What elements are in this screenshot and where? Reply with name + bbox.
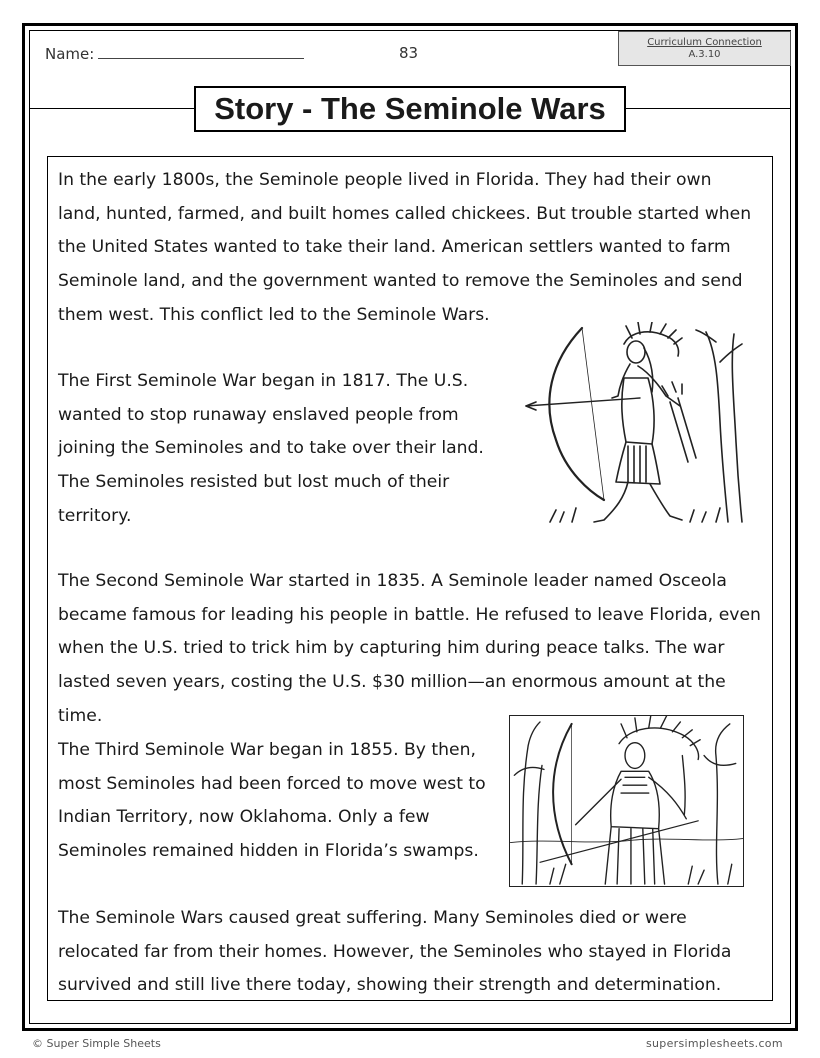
page-number: 83: [399, 44, 419, 62]
name-label: Name:: [45, 45, 95, 63]
paragraph-third-war: The Third Seminole War began in 1855. By then, most Seminoles had been forced to move west to Indian Territory, now Oklahoma. Only a few Seminoles remained hidden in Florida’s swamps.: [58, 740, 486, 862]
chief-illustration: [510, 716, 743, 886]
curriculum-code: A.3.10: [688, 49, 721, 60]
header-rule-right: [626, 108, 791, 109]
curriculum-connection-box: [618, 31, 791, 66]
footer-copyright: © Super Simple Sheets: [32, 1037, 161, 1050]
footer-website[interactable]: supersimplesheets.com: [646, 1037, 783, 1050]
chief-illustration-frame: [509, 715, 744, 887]
page-title: Story - The Seminole Wars: [194, 86, 626, 132]
name-blank-line[interactable]: [98, 44, 304, 59]
archer-illustration: [520, 322, 748, 530]
paragraph-first-war: The First Seminole War began in 1817. The U.S. wanted to stop runaway enslaved people from joining the Seminoles and to take over their land. The Seminoles resisted but lost much of their territory.: [58, 371, 484, 526]
paragraph-intro: In the early 1800s, the Seminole people lived in Florida. They had their own land, hunted, farmed, and built homes called chickees. But trouble started when the United States wanted to take their land. American settlers wanted to farm Seminole land, and the government wanted to remove the Seminoles and send them west. This conflict led to the Seminole Wars.: [58, 170, 752, 325]
paragraph-second-war: The Second Seminole War started in 1835. A Seminole leader named Osceola became famous for leading his people in battle. He refused to leave Florida, even when the U.S. tried to trick him by capturing him during peace talks. The war lasted seven years, costing the U.S. $30 million—an enormous amount at the time.: [58, 571, 761, 726]
paragraph-conclusion: The Seminole Wars caused great suffering. Many Seminoles died or were relocated far from their homes. However, the Seminoles who stayed in Florida survived and still live there today, showing their strength and determination.: [58, 908, 732, 996]
name-field[interactable]: [45, 44, 304, 63]
header-rule-left: [29, 108, 194, 109]
curriculum-title[interactable]: Curriculum Connection: [647, 37, 762, 48]
